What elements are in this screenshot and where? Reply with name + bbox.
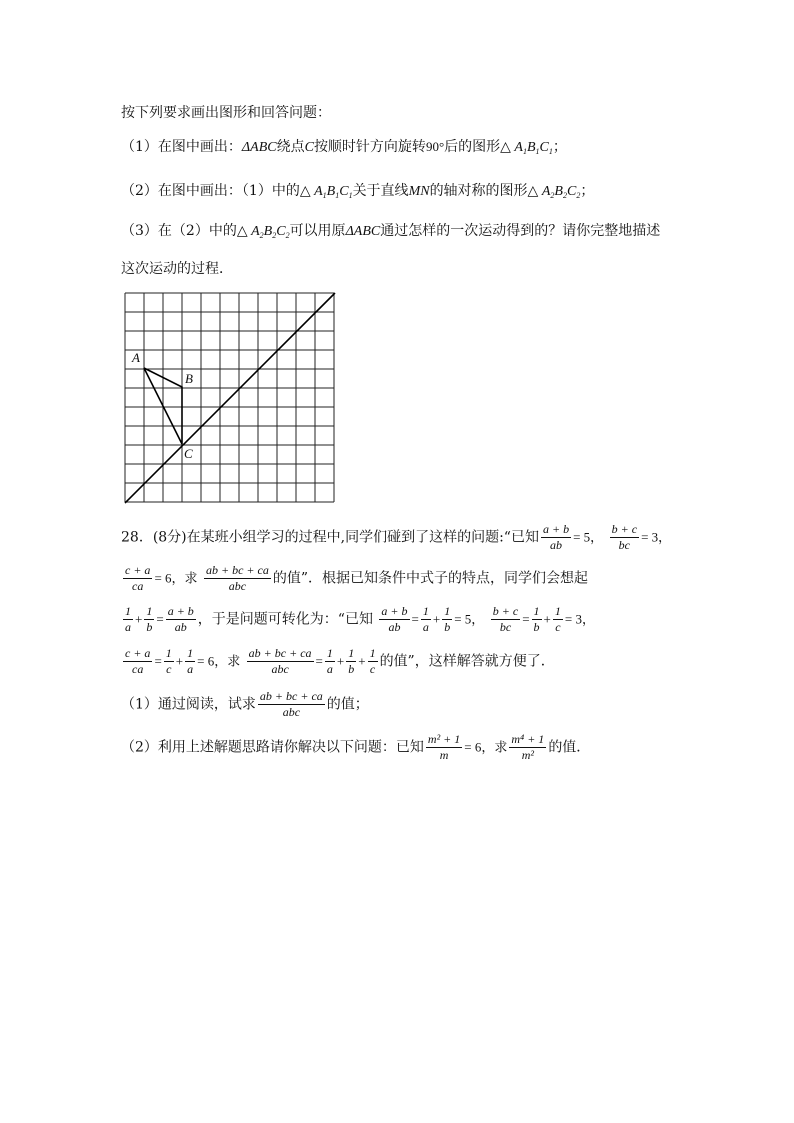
fraction-c-plus-a-over-ca: $\frac{c + a}{ca}$ bbox=[125, 563, 151, 593]
triangle-a1b1c1: $A_1B_1C_1$ bbox=[510, 140, 553, 156]
fraction-1-over-a: $\frac{1}{a}$ bbox=[125, 604, 131, 634]
triangle-a1b1c1: $A_1B_1C_1$ bbox=[310, 184, 353, 200]
fraction-1-over-b: $\frac{1}{b}$ bbox=[533, 604, 540, 634]
fraction-c-plus-a-over-ca: $\frac{c + a}{ca}$ bbox=[125, 646, 151, 676]
fraction-target: $\frac{ab + bc + ca}{\text{abc}}$ bbox=[248, 646, 312, 676]
label-a: A bbox=[132, 350, 140, 365]
fraction-1-over-c: $\frac{1}{c}$ bbox=[369, 646, 376, 676]
fraction-target: $\frac{ab + bc + ca}{\text{abc}}$ bbox=[205, 563, 269, 593]
fraction-1-over-a: $\frac{1}{a}$ bbox=[422, 604, 429, 634]
label-b: B bbox=[185, 371, 193, 386]
question-2: （2）在图中画出：（1）中的△ $A_1B_1C_1$关于直线MN的轴对称的图形△ $A_2B_2C_2$； bbox=[121, 183, 595, 200]
fraction-1-over-a: $\frac{1}{a}$ bbox=[326, 646, 333, 676]
fraction-1-over-b: $\frac{1}{b}$ bbox=[444, 604, 451, 634]
triangle-a2b2c2: $A_2B_2C_2$ bbox=[247, 224, 290, 240]
problem-28-sub-1: （1）通过阅读，试求 $\frac{ab + bc + ca}{\text{abc}}$ 的值； bbox=[121, 689, 369, 719]
problem-28-line-1: 28．(8分)在某班小组学习的过程中,同学们碰到了这样的问题:“已知 $\frac{a + b}{ab}$ = 5， $\frac{b + c}{bc}$ = 3， bbox=[121, 522, 672, 552]
fraction-1-over-a: $\frac{1}{a}$ bbox=[187, 646, 194, 676]
fraction-a-plus-b-over-ab: $\frac{a + b}{ab}$ bbox=[542, 522, 570, 552]
fraction-1-over-b: $\frac{1}{b}$ bbox=[348, 646, 355, 676]
problem-28-line-3: $\frac{1}{a}$ + $\frac{1}{b}$ = $\frac{a + b}{ab}$ ，于是问题可转化为：“已知 $\frac{a + b}{ab}$ = $\frac{1}{a}$ + $\frac{1}{b}$ = 5， $\frac{b + c}{bc}$ = $\frac{1}{b}$ + $\frac{1}{c}$ = 3， bbox=[125, 604, 595, 634]
fraction-m2-plus-1-over-m: $\frac{\text{m² + 1}}{m}$ bbox=[427, 732, 461, 762]
question-3-line-2: 这次运动的过程． bbox=[121, 261, 233, 277]
fraction-1-over-c: $\frac{1}{c}$ bbox=[554, 604, 561, 634]
line-mn bbox=[125, 293, 335, 503]
question-1: （1）在图中画出：ΔABC绕点C按顺时针方向旋转90°后的图形△ $A_1B_1C_1$； bbox=[121, 139, 567, 156]
problem-28-line-4: $\frac{c + a}{ca}$ = $\frac{1}{c}$ + $\frac{1}{a}$ = 6，求 $\frac{ab + bc + ca}{\text{abc}}$ = $\frac{1}{a}$ + $\frac{1}{b}$ + $\frac{1}{c}$ 的值”，这样解答就方便了． bbox=[125, 646, 555, 676]
problem-28-line-2: $\frac{c + a}{ca}$ = 6，求 $\frac{ab + bc + ca}{\text{abc}}$ 的值”．根据已知条件中式子的特点，同学们会想起 bbox=[125, 563, 588, 593]
grid-figure bbox=[118, 285, 348, 510]
fraction-1-over-c: $\frac{1}{c}$ bbox=[165, 646, 172, 676]
triangle-a2b2c2: $A_2B_2C_2$ bbox=[538, 184, 581, 200]
label-c: C bbox=[184, 446, 193, 461]
fraction-b-plus-c-over-bc: $\frac{b + c}{bc}$ bbox=[492, 604, 519, 634]
question-3: （3）在（2）中的△ $A_2B_2C_2$可以用原ΔABC通过怎样的一次运动得到的？请你完整地描述 bbox=[121, 223, 661, 240]
fraction-b-plus-c-over-bc: $\frac{b + c}{bc}$ bbox=[611, 522, 638, 552]
instruction-intro: 按下列要求画出图形和回答问题： bbox=[121, 105, 331, 121]
fraction-target: $\frac{ab + bc + ca}{\text{abc}}$ bbox=[259, 689, 323, 719]
fraction-1-over-b: $\frac{1}{b}$ bbox=[146, 604, 153, 634]
fraction-m4-plus-1-over-m2: $\frac{\text{m⁴ + 1}}{\text{m²}}$ bbox=[511, 732, 545, 762]
fraction-a-plus-b-over-ab: $\frac{a + b}{ab}$ bbox=[167, 604, 194, 634]
problem-28-sub-2: （2）利用上述解题思路请你解决以下问题：已知 $\frac{\text{m² + 1}}{m}$ = 6，求 $\frac{\text{m⁴ + 1}}{\text{m²}}$ 的值． bbox=[121, 732, 591, 762]
fraction-a-plus-b-over-ab: $\frac{a + b}{ab}$ bbox=[381, 604, 408, 634]
